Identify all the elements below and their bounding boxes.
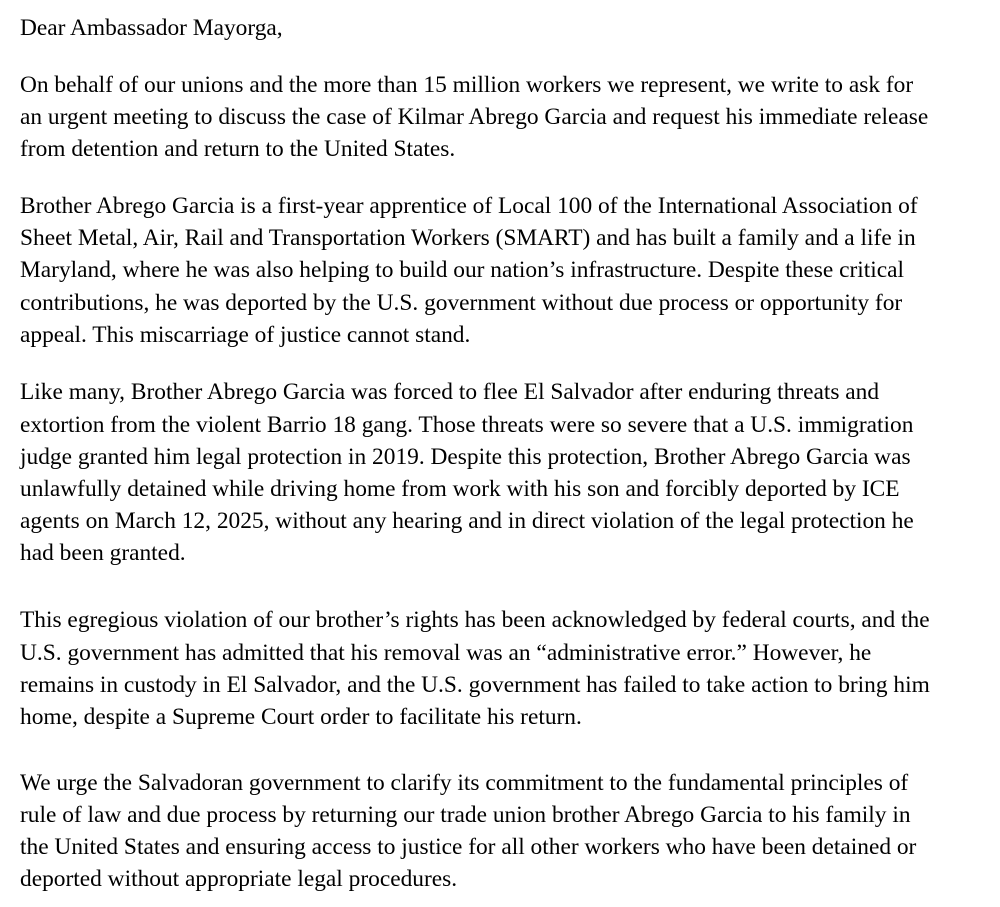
paragraph-line: rule of law and due process by returning our trade union brother Abrego Garcia to his family in <box>20 802 911 828</box>
paragraph-line: judge granted him legal protection in 2019. Despite this protection, Brother Abrego Garcia was <box>20 444 911 470</box>
paragraph-line: Like many, Brother Abrego Garcia was forced to flee El Salvador after enduring threats and <box>20 379 880 405</box>
paragraph-line: Sheet Metal, Air, Rail and Transportation Workers (SMART) and has built a family and a life in <box>20 225 916 251</box>
paragraph-line: extortion from the violent Barrio 18 gang. Those threats were so severe that a U.S. immigration <box>20 412 914 438</box>
paragraph-line: U.S. government has admitted that his removal was an “administrative error.” However, he <box>20 640 872 666</box>
salutation: Dear Ambassador Mayorga, <box>20 15 283 41</box>
paragraph-line: had been granted. <box>20 540 186 566</box>
paragraph-line: contributions, he was deported by the U.S. government without due process or opportunity for <box>20 290 903 316</box>
paragraph-line: deported without appropriate legal procedures. <box>20 866 458 892</box>
paragraph-line: home, despite a Supreme Court order to facilitate his return. <box>20 704 582 730</box>
paragraph-line: Maryland, where he was also helping to build our nation’s infrastructure. Despite these critical <box>20 257 905 283</box>
paragraph-line: On behalf of our unions and the more than 15 million workers we represent, we write to ask for <box>20 72 914 98</box>
paragraph-line: This egregious violation of our brother’s rights has been acknowledged by federal courts, and the <box>20 607 930 633</box>
paragraph-line: an urgent meeting to discuss the case of Kilmar Abrego Garcia and request his immediate release <box>20 104 929 130</box>
paragraph-line: unlawfully detained while driving home from work with his son and forcibly deported by ICE <box>20 476 900 502</box>
paragraph-line: agents on March 12, 2025, without any hearing and in direct violation of the legal protection he <box>20 508 914 534</box>
paragraph-line: appeal. This miscarriage of justice cannot stand. <box>20 322 471 348</box>
paragraph-line: remains in custody in El Salvador, and the U.S. government has failed to take action to bring him <box>20 672 930 698</box>
paragraph-line: from detention and return to the United States. <box>20 136 456 162</box>
paragraph-line: Brother Abrego Garcia is a first-year apprentice of Local 100 of the International Association of <box>20 193 918 219</box>
paragraph-line: the United States and ensuring access to justice for all other workers who have been detained or <box>20 834 917 860</box>
paragraph-line: We urge the Salvadoran government to clarify its commitment to the fundamental principles of <box>20 770 909 796</box>
